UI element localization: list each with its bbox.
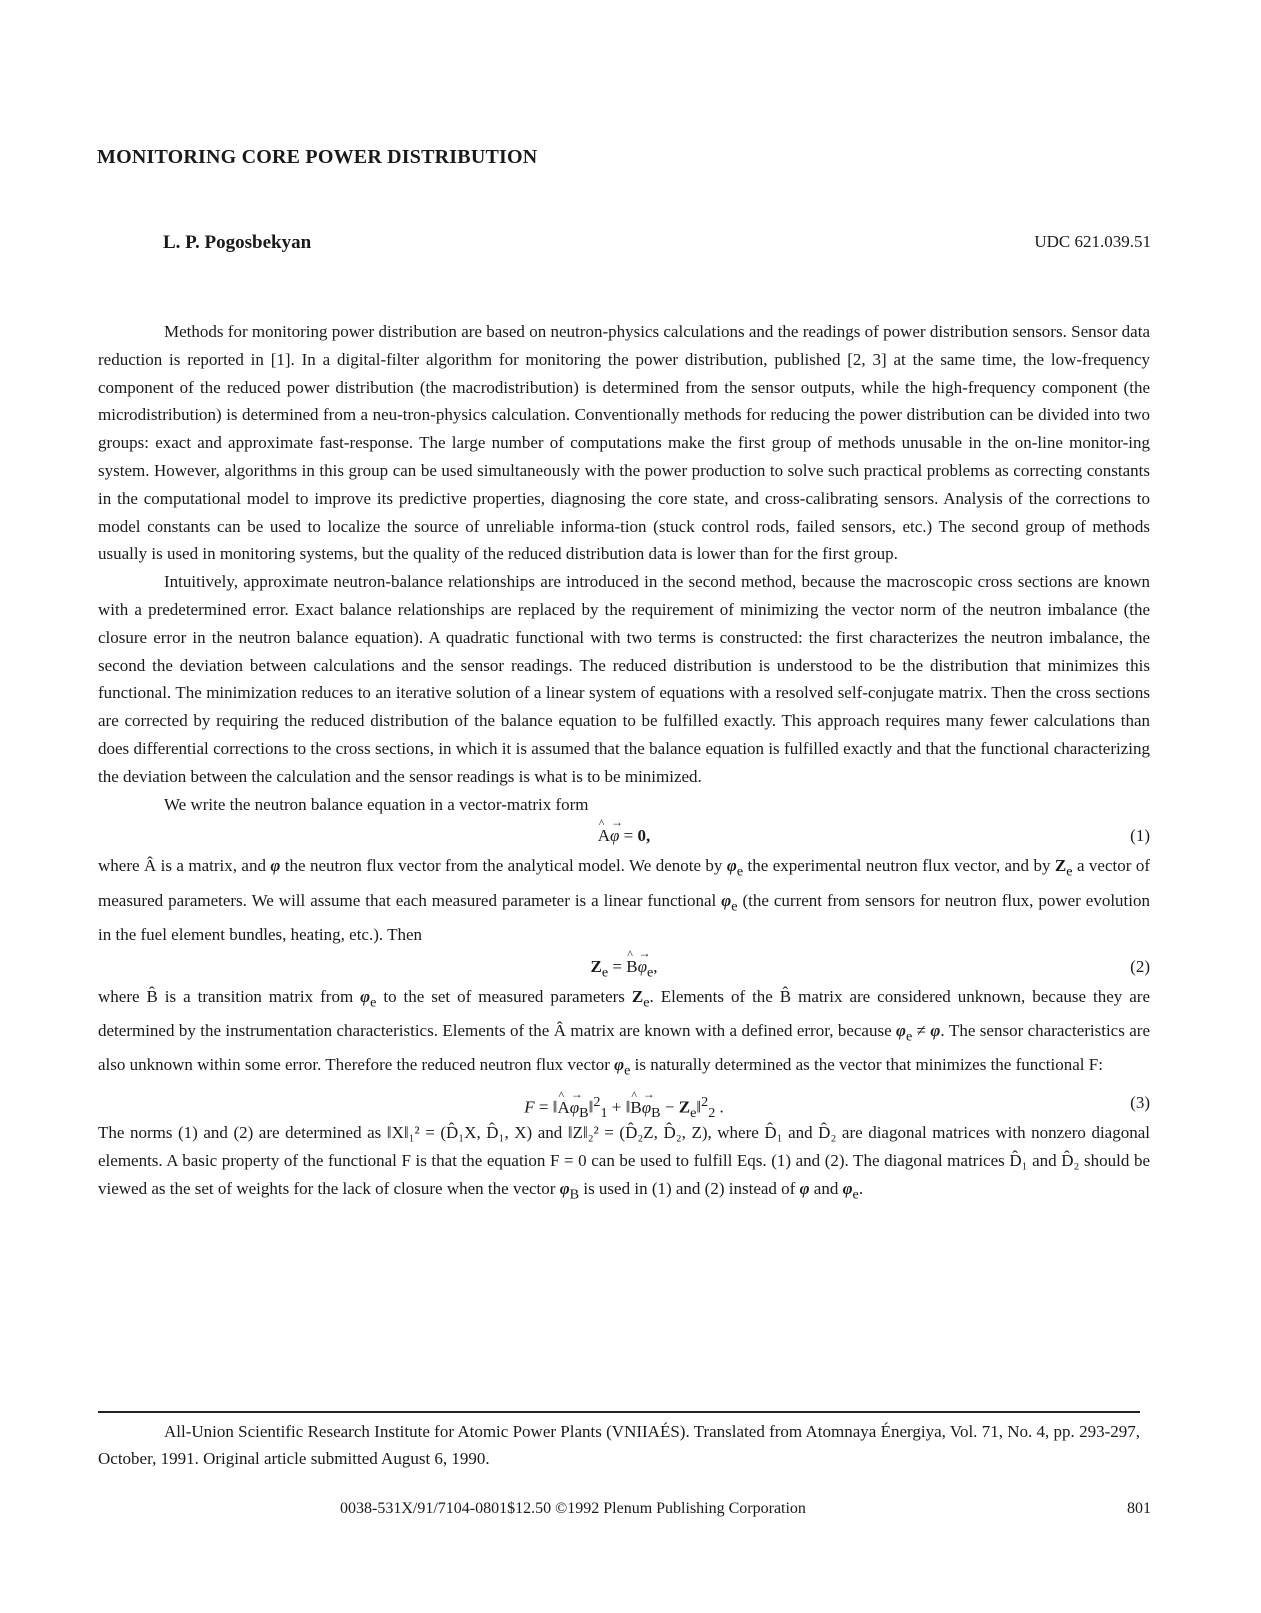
paragraph-intro: Methods for monitoring power distribution are based on neutron-physics calculations and the readings of power distribution sensors. Sensor data reduction is reported in [1]. In a digital-filter algorithm for monitoring the power distribution, published [2, 3] at the same time, the low-frequency component of the reduced power distribution (the macrodistribution) is determined from the sensor outputs, while the high-frequency component (the microdistribution) is determined from a neu-tron-physics calculation. Conventionally methods for reducing the power distribution can be divided into two groups: exact and approximate fast-response. The large number of computations make the first group of methods unusable in the on-line monitor-ing system. However, algorithms in this group can be used simultaneously with the power production to solve such practical problems as correcting constants in the computational model to improve its predictive properties, diagnosing the core state, and cross-calibrating sensors. Analysis of the corrections to model constants can be used to localize the source of unreliable informa-tion (stuck control rods, failed sensors, etc.) The second group of methods usually is used in monitoring systems, but the quality of the reduced distribution data is lower than for the first group. bbox=[98, 322, 1150, 564]
paragraph-flux-definition: where Â is a matrix, and φ the neutron flux vector from the analytical model. We denote by $\varphi_e$ the experimental neutron flux vector, and by $Z_e$ a vector of measured parameters. We will assume that each measured parameter is a linear functional $\varphi_e$ (the current from sensors for neutron flux, power evolution in the fuel element bundles, heating, etc.). Then bbox=[98, 856, 1150, 944]
equation-2-number: (2) bbox=[1130, 956, 1150, 976]
paragraph-intuitively: Intuitively, approximate neutron-balance relationships are introduced in the second method, because the macroscopic cross sections are known with a predetermined error. Exact balance relationships are replaced by the requirement of minimizing the vector norm of the neutron imbalance (the closure error in the neutron balance equation). A quadratic functional with two terms is constructed: the first characterizes the neutron imbalance, the second the deviation between calculations and the sensor readings. The reduced distribution is understood to be the distribution that minimizes this functional. The minimization reduces to an iterative solution of a linear system of equations with a resolved self-conjugate matrix. Then the cross sections are corrected by requiring the reduced distribution of the balance equation to be fulfilled exactly. This approach requires many fewer calculations than does differential corrections to the cross sections, in which it is assumed that the balance equation is fulfilled exactly and that the functional characterizing the deviation between the calculation and the sensor readings is what is to be minimized. bbox=[98, 572, 1150, 786]
footnote-affiliation: All-Union Scientific Research Institute for Atomic Power Plants (VNIIAÉS). Translated from Atomnaya Énergiya, Vol. 71, No. 4, pp. 293-297, October, 1991. Original article submitted August 6, 1990. bbox=[98, 1422, 1140, 1468]
equation-2-expression: $Z_e = B$ ^ φ → $_e$, bbox=[590, 945, 658, 980]
paragraph-transition-matrix: where B̂ is a transition matrix from $\varphi_e$ to the set of measured parameters $Z_e$. Elements of the B̂ matrix are considered unknown, because they are determined by the instrumentation characteristics. Elements of the Â matrix are known with a defined error, because $\varphi_e \ne \varphi$. The sensor characteristics are also unknown within some error. Therefore the reduced neutron flux vector $\varphi_e$ is naturally determined as the vector that minimizes the functional F: bbox=[98, 986, 1150, 1079]
author-name: L. P. Pogosbekyan bbox=[163, 232, 312, 253]
equation-1-number: (1) bbox=[1130, 826, 1150, 846]
page-number: 801 bbox=[1127, 1500, 1151, 1517]
paragraph-balance-intro: We write the neutron balance equation in a vector-matrix form bbox=[164, 794, 589, 814]
equation-3-expression: F = ‖A ^ φ → $_B$‖$^2_1$ + ‖B ^ φ → $_B - Z_e‖^2_2$ . bbox=[524, 1086, 724, 1122]
equation-1-expression: A ^ φ → = 0, bbox=[597, 815, 651, 846]
article-title: MONITORING CORE POWER DISTRIBUTION bbox=[97, 146, 538, 168]
equation-1 bbox=[98, 815, 1150, 850]
article-body bbox=[98, 318, 1150, 1209]
footnote-divider bbox=[98, 1411, 1140, 1413]
equation-3 bbox=[98, 1086, 1150, 1122]
copyright-line: 0038-531X/91/7104-0801$12.50 ©1992 Plenum Publishing Corporation bbox=[340, 1500, 806, 1517]
udc-code: UDC 621.039.51 bbox=[1034, 232, 1151, 251]
paragraph-norms: The norms (1) and (2) are determined as ‖X‖₁² = (D̂₁X, D̂₁, X) and ‖Z‖₂² = (D̂₂Z, D̂₂, Z), where D̂₁ and D̂₂ are diagonal matrices with nonzero diagonal elements. A basic property of the functional F is that the equation F = 0 can be used to fulfill Eqs. (1) and (2). The diagonal matrices D̂₁ and D̂₂ should be viewed as the set of weights for the lack of closure when the vector $\varphi_B$ is used in (1) and (2) instead of φ and $\varphi_e$. bbox=[98, 1123, 1150, 1203]
equation-2 bbox=[98, 945, 1150, 981]
equation-3-number: (3) bbox=[1130, 1093, 1150, 1113]
